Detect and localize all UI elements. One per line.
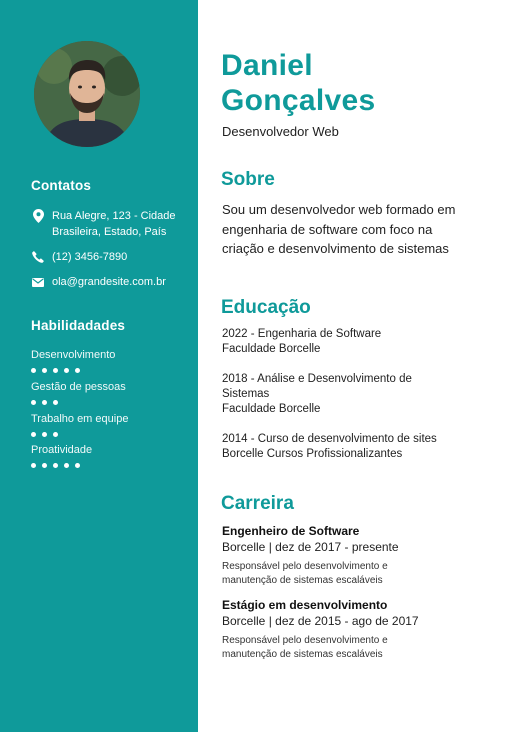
mail-icon <box>31 274 45 290</box>
career-heading: Carreira <box>221 493 294 514</box>
level-dot <box>64 463 69 468</box>
skill-label: Desenvolvimento <box>31 349 116 361</box>
sidebar <box>0 0 198 732</box>
contact-phone <box>31 249 192 265</box>
contact-address <box>31 208 192 240</box>
first-name: Daniel <box>221 49 313 82</box>
level-dot <box>31 368 36 373</box>
skill-item <box>31 348 115 373</box>
education-degree: 2018 - Análise e Desenvolvimento de Sistemas <box>222 373 412 400</box>
career-item <box>222 597 482 662</box>
level-dot <box>42 400 47 405</box>
career-item <box>222 523 482 588</box>
job-description: Responsável pelo desenvolvimento e manutenção de sistemas escaláveis <box>222 635 388 660</box>
education-item <box>222 327 462 357</box>
contact-email <box>31 274 192 290</box>
avatar <box>34 41 140 147</box>
level-dot <box>42 432 47 437</box>
level-dot <box>53 463 58 468</box>
phone-icon <box>31 249 45 265</box>
skill-level-dots <box>31 463 92 468</box>
level-dot <box>64 368 69 373</box>
level-dot <box>31 432 36 437</box>
education-heading: Educação <box>221 297 311 318</box>
about-text: Sou um desenvolvedor web formado em engenharia de software com foco na criação e desenvolvimento de sistemas <box>222 202 456 256</box>
level-dot <box>42 368 47 373</box>
level-dot <box>42 463 47 468</box>
skill-item <box>31 412 128 437</box>
skill-label: Gestão de pessoas <box>31 381 126 393</box>
education-item <box>222 372 432 417</box>
skills-heading: Habilidadades <box>31 318 126 333</box>
level-dot <box>75 463 80 468</box>
job-description: Responsável pelo desenvolvimento e manutenção de sistemas escaláveis <box>222 561 388 586</box>
education-school: Faculdade Borcelle <box>222 403 321 415</box>
skill-level-dots <box>31 368 115 373</box>
skill-level-dots <box>31 400 126 405</box>
job-title: Estágio em desenvolvimento <box>222 598 388 612</box>
skill-item <box>31 380 126 405</box>
education-degree: 2014 - Curso de desenvolvimento de sites <box>222 433 437 445</box>
level-dot <box>31 463 36 468</box>
last-name: Gonçalves <box>221 84 376 117</box>
level-dot <box>53 368 58 373</box>
contacts-heading: Contatos <box>31 178 92 193</box>
level-dot <box>53 400 58 405</box>
education-item <box>222 432 482 462</box>
education-school: Faculdade Borcelle <box>222 343 321 355</box>
phone-text: (12) 3456-7890 <box>52 251 128 263</box>
skill-item <box>31 443 92 468</box>
level-dot <box>53 432 58 437</box>
avatar-photo <box>34 41 140 147</box>
email-text: ola@grandesite.com.br <box>52 276 166 288</box>
job-role: Desenvolvedor Web <box>222 124 339 139</box>
location-pin-icon <box>31 208 45 224</box>
education-school: Borcelle Cursos Profissionalizantes <box>222 448 403 460</box>
skill-label: Trabalho em equipe <box>31 413 129 425</box>
skill-label: Proatividade <box>31 444 93 456</box>
level-dot <box>75 368 80 373</box>
job-meta: Borcelle | dez de 2017 - presente <box>222 540 399 554</box>
address-text: Rua Alegre, 123 - Cidade Brasileira, Estado, País <box>52 210 176 238</box>
skill-level-dots <box>31 432 128 437</box>
full-name <box>221 48 375 118</box>
level-dot <box>31 400 36 405</box>
education-degree: 2022 - Engenharia de Software <box>222 328 382 340</box>
job-meta: Borcelle | dez de 2015 - ago de 2017 <box>222 614 419 628</box>
job-title: Engenheiro de Software <box>222 524 360 538</box>
about-heading: Sobre <box>221 169 275 190</box>
